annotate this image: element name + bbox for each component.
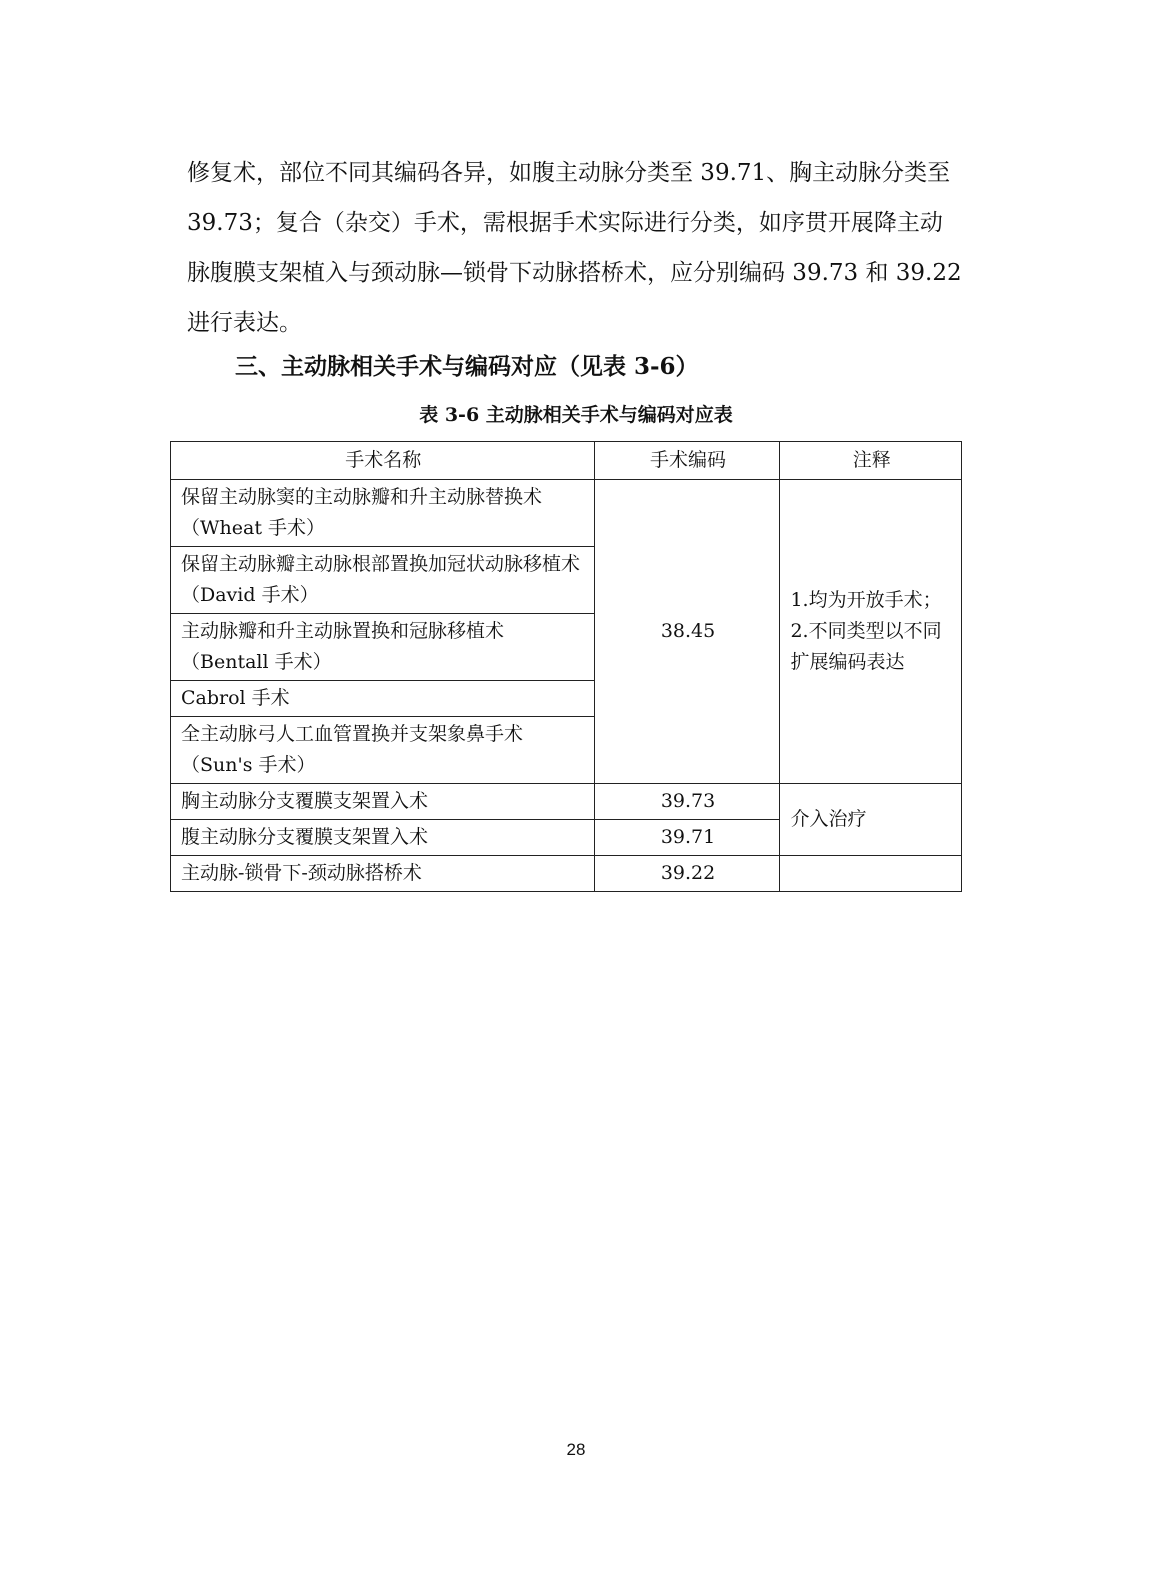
table-row [171,480,962,547]
procedure-name-cell: 主动脉-锁骨下-颈动脉搭桥术 [171,856,595,892]
table-row [171,784,962,820]
paragraph-line: 39.73；复合（杂交）手术，需根据手术实际进行分类，如序贯开展降主动 [187,210,943,236]
procedure-name-cell: 主动脉瓣和升主动脉置换和冠脉移植术（Bentall 手术） [171,614,595,681]
procedure-code-cell: 38.45 [594,480,780,784]
paragraph-line: 进行表达。 [187,310,302,336]
paragraph-line: 脉腹膜支架植入与颈动脉—锁骨下动脉搭桥术，应分别编码 39.73 和 39.22 [187,260,962,286]
procedure-name-cell: 胸主动脉分支覆膜支架置入术 [171,784,595,820]
procedure-name-cell: 腹主动脉分支覆膜支架置入术 [171,820,595,856]
table-caption: 表 3-6 主动脉相关手术与编码对应表 [419,404,733,426]
table-header-row [171,442,962,480]
procedure-name-cell: 保留主动脉窦的主动脉瓣和升主动脉替换术（Wheat 手术） [171,480,595,547]
table-row [171,856,962,892]
procedure-code-cell: 39.73 [594,784,780,820]
section-heading: 三、主动脉相关手术与编码对应（见表 3-6） [235,353,699,380]
page-number: 28 [566,1440,586,1459]
procedure-name-cell: Cabrol 手术 [171,681,595,717]
note-cell: 介入治疗 [780,784,962,856]
paragraph-line: 修复术，部位不同其编码各异，如腹主动脉分类至 39.71、胸主动脉分类至 [187,160,951,186]
note-line: 2.不同类型以不同 [790,620,942,642]
header-note: 注释 [780,442,962,480]
procedure-name-cell: 全主动脉弓人工血管置换并支架象鼻手术（Sun's 手术） [171,717,595,784]
note-line: 扩展编码表达 [790,651,905,673]
procedure-name-cell: 保留主动脉瓣主动脉根部置换加冠状动脉移植术（David 手术） [171,547,595,614]
body-paragraph [187,148,967,348]
procedure-code-cell: 39.71 [594,820,780,856]
procedure-code-table [170,441,962,892]
note-cell [780,480,962,784]
header-procedure-name: 手术名称 [171,442,595,480]
note-line: 1.均为开放手术； [790,589,942,611]
note-cell [780,856,962,892]
header-procedure-code: 手术编码 [594,442,780,480]
procedure-code-cell: 39.22 [594,856,780,892]
